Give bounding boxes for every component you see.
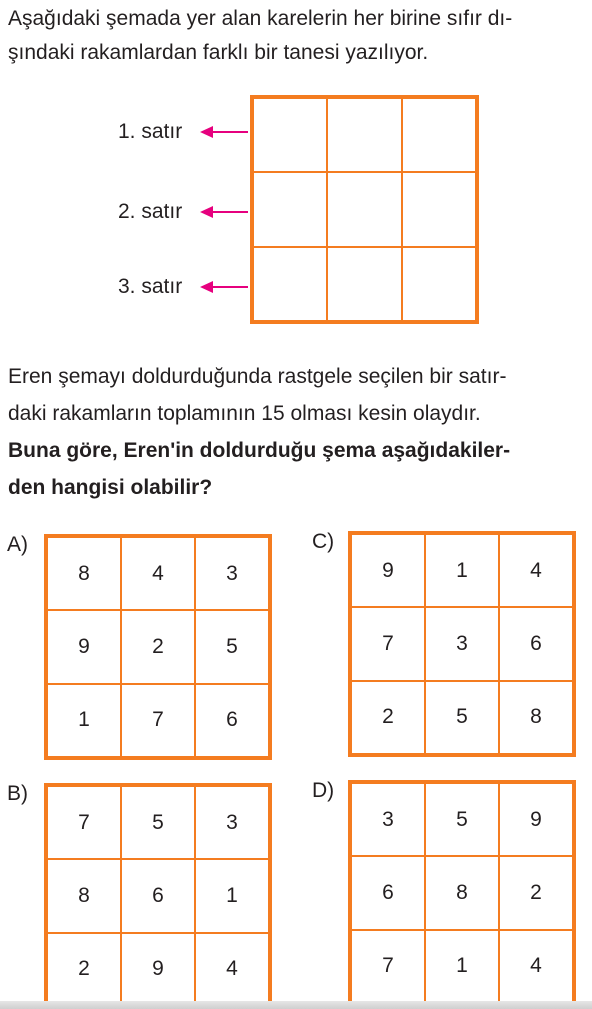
left-arrow-icon xyxy=(200,125,250,139)
grid-cell: 6 xyxy=(121,859,195,932)
grid-cell: 6 xyxy=(195,684,269,757)
grid-cell: 3 xyxy=(351,783,425,856)
grid-cell: 1 xyxy=(195,859,269,932)
option-b-grid[interactable] xyxy=(44,783,272,1009)
schema-cell xyxy=(402,172,476,246)
intro-line-1: Aşağıdaki şemada yer alan karelerin her birine sıfır dı- xyxy=(8,7,513,30)
grid-cell: 9 xyxy=(121,933,195,1006)
grid-cell: 8 xyxy=(47,537,121,610)
row-label-2: 2. satır xyxy=(118,200,183,223)
question-line-2: den hangisi olabilir? xyxy=(8,476,213,499)
grid-cell: 4 xyxy=(121,537,195,610)
grid-cell: 5 xyxy=(425,681,499,754)
left-arrow-icon xyxy=(200,280,250,294)
grid-cell: 4 xyxy=(195,933,269,1006)
grid-cell: 2 xyxy=(121,610,195,683)
schema-cell xyxy=(253,247,327,321)
grid-cell: 6 xyxy=(351,856,425,929)
option-a-grid[interactable] xyxy=(44,534,272,760)
grid-cell: 8 xyxy=(499,681,573,754)
left-arrow-icon xyxy=(200,205,250,219)
paragraph-line-2: daki rakamların toplamının 15 olması kesin olaydır. xyxy=(8,402,481,425)
schema-cell xyxy=(402,247,476,321)
bottom-shadow-divider xyxy=(0,1001,592,1009)
option-d-label[interactable]: D) xyxy=(312,779,335,802)
grid-cell: 5 xyxy=(121,786,195,859)
grid-cell: 6 xyxy=(499,607,573,680)
question-line-1: Buna göre, Eren'in doldurduğu şema aşağıdakiler- xyxy=(8,439,511,462)
grid-cell: 5 xyxy=(425,783,499,856)
schema-cell xyxy=(253,98,327,172)
grid-cell: 3 xyxy=(195,786,269,859)
paragraph-line-1: Eren şemayı doldurduğunda rastgele seçilen bir satır- xyxy=(8,365,507,388)
grid-cell: 3 xyxy=(425,607,499,680)
schema-cell xyxy=(327,247,401,321)
option-c-label[interactable]: C) xyxy=(312,530,335,553)
grid-cell: 2 xyxy=(47,933,121,1006)
grid-cell: 1 xyxy=(425,534,499,607)
grid-cell: 4 xyxy=(499,930,573,1003)
grid-cell: 7 xyxy=(351,607,425,680)
grid-cell: 4 xyxy=(499,534,573,607)
grid-cell: 1 xyxy=(425,930,499,1003)
intro-line-2: şındaki rakamlardan farklı bir tanesi yazılıyor. xyxy=(8,41,429,64)
grid-cell: 7 xyxy=(47,786,121,859)
option-b-label[interactable]: B) xyxy=(7,782,28,805)
grid-cell: 9 xyxy=(499,783,573,856)
option-d-grid[interactable] xyxy=(348,780,576,1006)
schema-cell xyxy=(253,172,327,246)
grid-cell: 1 xyxy=(47,684,121,757)
grid-cell: 7 xyxy=(351,930,425,1003)
grid-cell: 7 xyxy=(121,684,195,757)
intro-text xyxy=(8,2,586,70)
option-c-grid[interactable] xyxy=(348,531,576,757)
row-label-1: 1. satır xyxy=(118,120,183,143)
grid-cell: 8 xyxy=(47,859,121,932)
grid-cell: 2 xyxy=(351,681,425,754)
grid-cell: 2 xyxy=(499,856,573,929)
schema-cell xyxy=(327,98,401,172)
grid-cell: 8 xyxy=(425,856,499,929)
grid-cell: 9 xyxy=(47,610,121,683)
question-text xyxy=(8,432,586,506)
grid-cell: 5 xyxy=(195,610,269,683)
schema-cell xyxy=(327,172,401,246)
grid-cell: 3 xyxy=(195,537,269,610)
problem-paragraph xyxy=(8,358,586,432)
schema-cell xyxy=(402,98,476,172)
grid-cell: 9 xyxy=(351,534,425,607)
row-label-3: 3. satır xyxy=(118,275,183,298)
empty-schema-grid xyxy=(250,95,479,324)
option-a-label[interactable]: A) xyxy=(7,533,28,556)
